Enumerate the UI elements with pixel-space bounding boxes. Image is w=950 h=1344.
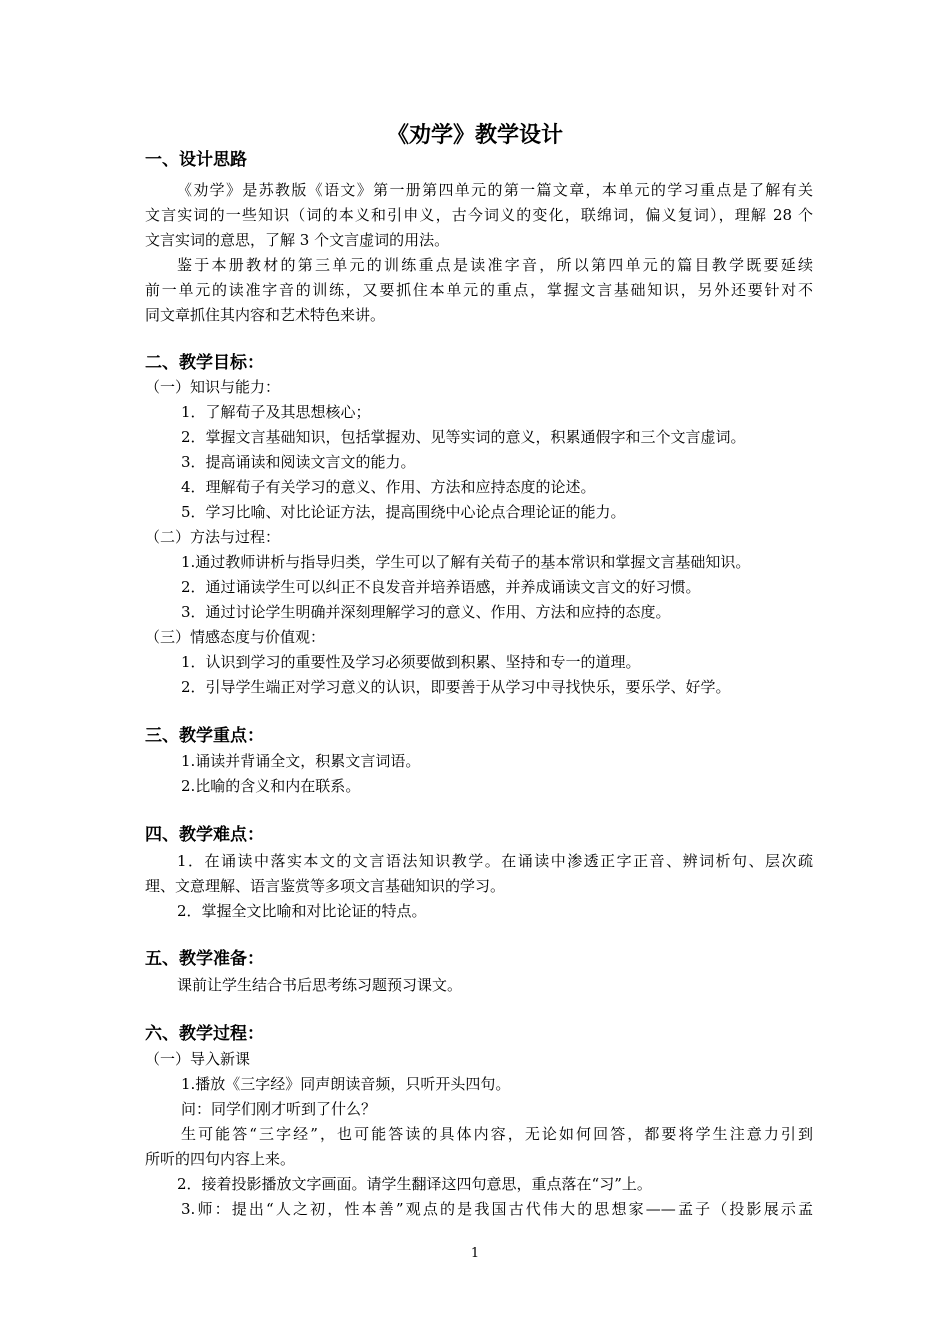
- list-item: 2．通过诵读学生可以纠正不良发音并培养语感，并养成诵读文言文的好习惯。: [181, 578, 701, 596]
- paragraph-line: 3.师：提出“人之初，性本善”观点的是我国古代伟大的思想家——孟子（投影展示孟: [181, 1200, 813, 1218]
- section-heading-key-points: 三、教学重点：: [145, 726, 264, 746]
- paragraph-line: 文言实词的意思，了解 3 个文言虚词的用法。: [145, 231, 450, 249]
- paragraph-line: 问：同学们刚才听到了什么？: [181, 1100, 377, 1118]
- list-item: 1．认识到学习的重要性及学习必须要做到积累、坚持和专一的道理。: [181, 653, 641, 671]
- paragraph-line: 1.播放《三字经》同声朗读音频，只听开头四句。: [181, 1075, 511, 1093]
- section-heading-preparation: 五、教学准备：: [145, 949, 264, 969]
- section-heading-teaching-goals: 二、教学目标：: [145, 353, 264, 373]
- paragraph-line: 《劝学》是苏教版《语文》第一册第四单元的第一篇文章，本单元的学习重点是了解有关: [177, 181, 813, 199]
- document-title: 《劝学》教学设计: [386, 123, 563, 148]
- list-item: 2.比喻的含义和内在联系。: [181, 777, 361, 795]
- subsection-heading: （三）情感态度与价值观：: [145, 628, 326, 646]
- paragraph-line: 2．接着投影播放文字画面。请学生翻译这四句意思，重点落在“习”上。: [177, 1175, 652, 1193]
- paragraph-line: 文言实词的一些知识（词的本义和引申义，古今词义的变化，联绵词，偏义复词），理解 28 个: [145, 206, 813, 224]
- section-heading-design-idea: 一、设计思路: [145, 150, 247, 170]
- paragraph-line: 理、文意理解、语言鉴赏等多项文言基础知识的学习。: [145, 877, 506, 895]
- paragraph-line: 课前让学生结合书后思考练习题预习课文。: [177, 976, 463, 994]
- paragraph-line: 1．在诵读中落实本文的文言语法知识教学。在诵读中渗透正字正音、辨词析句、层次疏: [177, 852, 813, 870]
- list-item: 3．通过讨论学生明确并深刻理解学习的意义、作用、方法和应持的态度。: [181, 603, 671, 621]
- list-item: 1.诵读并背诵全文，积累文言词语。: [181, 752, 421, 770]
- list-item: 3．提高诵读和阅读文言文的能力。: [181, 453, 416, 471]
- paragraph-line: 前一单元的读准字音的训练，又要抓住本单元的重点，掌握文言基础知识，另外还要针对不: [145, 281, 813, 299]
- paragraph-line: 所听的四句内容上来。: [145, 1150, 296, 1168]
- page-number: 1: [470, 1246, 480, 1261]
- list-item: 2．掌握文言基础知识，包括掌握劝、见等实词的意义，积累通假字和三个文言虚词。: [181, 428, 746, 446]
- section-heading-process: 六、教学过程：: [145, 1024, 264, 1044]
- list-item: 2．掌握全文比喻和对比论证的特点。: [177, 902, 427, 920]
- paragraph-line: 生可能答“三字经”，也可能答读的具体内容，无论如何回答，都要将学生注意力引到: [181, 1125, 813, 1143]
- list-item: 5．学习比喻、对比论证方法，提高围绕中心论点合理论证的能力。: [181, 503, 626, 521]
- section-heading-difficulties: 四、教学难点：: [145, 825, 264, 845]
- paragraph-line: 同文章抓住其内容和艺术特色来讲。: [145, 306, 386, 324]
- subsection-heading: （二）方法与过程：: [145, 528, 281, 546]
- list-item: 1．了解荀子及其思想核心；: [181, 403, 371, 421]
- paragraph-line: 鉴于本册教材的第三单元的训练重点是读准字音，所以第四单元的篇目教学既要延续: [177, 256, 813, 274]
- subsection-heading: （一）知识与能力：: [145, 378, 281, 396]
- subsection-heading: （一）导入新课: [145, 1050, 251, 1068]
- list-item: 1.通过教师讲析与指导归类，学生可以了解有关荀子的基本常识和掌握文言基础知识。: [181, 553, 751, 571]
- list-item: 4．理解荀子有关学习的意义、作用、方法和应持态度的论述。: [181, 478, 596, 496]
- list-item: 2．引导学生端正对学习意义的认识，即要善于从学习中寻找快乐，要乐学、好学。: [181, 678, 731, 696]
